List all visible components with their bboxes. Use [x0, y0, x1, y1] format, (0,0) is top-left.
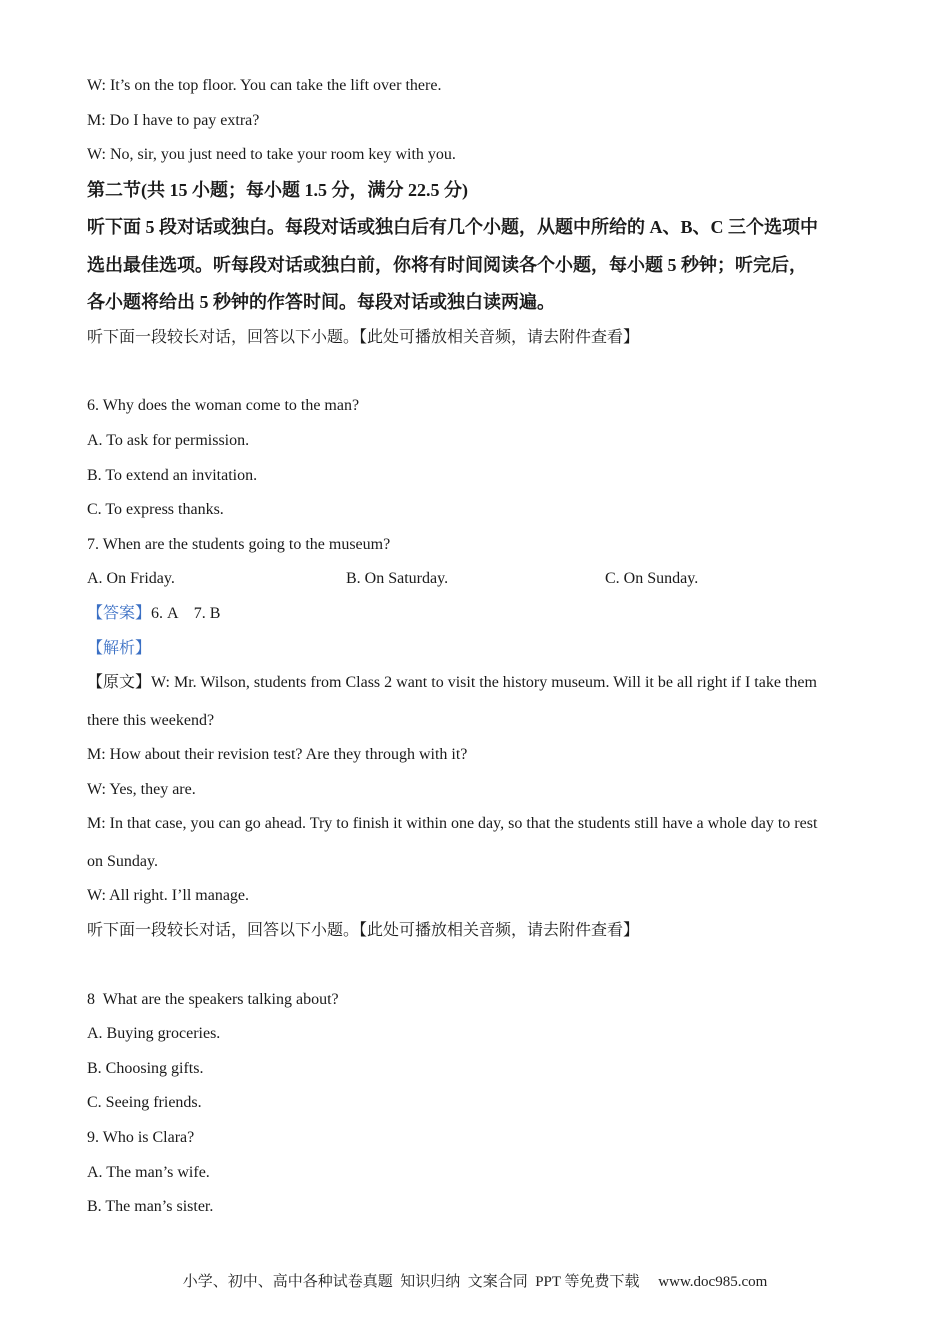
- instruction-line: 各小题将给出 5 秒钟的作答时间。每段对话或独白读两遍。: [87, 292, 555, 312]
- option-8a: A. Buying groceries.: [87, 1025, 221, 1042]
- option-6c: C. To express thanks.: [87, 501, 224, 518]
- answer-tag: 【答案】: [87, 605, 152, 622]
- page-footer: 小学、初中、高中各种试卷真题 知识归纳 文案合同 PPT 等免费下载 www.doc985.com: [182, 1274, 768, 1290]
- section-title: 第二节(共 15 小题；每小题 1.5 分，满分 22.5 分): [87, 180, 468, 200]
- question-9: 9. Who is Clara?: [87, 1129, 195, 1146]
- audio-note: 听下面一段较长对话，回答以下小题。【此处可播放相关音频，请去附件查看】: [87, 329, 640, 346]
- answer-line: [87, 604, 220, 624]
- analysis-tag: 【解析】: [87, 640, 152, 657]
- question-7: 7. When are the students going to the museum?: [87, 536, 391, 553]
- option-7a: A. On Friday.: [87, 570, 175, 587]
- transcript-line: M: In that case, you can go ahead. Try to finish it within one day, so that the students still have a whole day to rest: [87, 815, 818, 832]
- question-8: 8 What are the speakers talking about?: [87, 991, 339, 1008]
- instruction-line: 选出最佳选项。听每段对话或独白前，你将有时间阅读各个小题，每小题 5 秒钟；听完后，: [87, 255, 807, 275]
- question-6: 6. Why does the woman come to the man?: [87, 397, 360, 414]
- option-6b: B. To extend an invitation.: [87, 467, 258, 484]
- transcript-line: W: It’s on the top floor. You can take the lift over there.: [87, 77, 442, 94]
- transcript-line: on Sunday.: [87, 853, 158, 870]
- transcript-line: M: Do I have to pay extra?: [87, 112, 260, 129]
- transcript-line: W: All right. I’ll manage.: [87, 887, 250, 904]
- instruction-line: 听下面 5 段对话或独白。每段对话或独白后有几个小题，从题中所给的 A、B、C 三个选项中: [87, 217, 818, 237]
- answer-text: 6. A 7. B: [151, 605, 221, 622]
- option-8b: B. Choosing gifts.: [87, 1060, 204, 1077]
- audio-note: 听下面一段较长对话，回答以下小题。【此处可播放相关音频，请去附件查看】: [87, 922, 640, 939]
- transcript-line: M: How about their revision test? Are they through with it?: [87, 746, 468, 763]
- transcript-line: W: No, sir, you just need to take your room key with you.: [87, 146, 456, 163]
- transcript-text: W: Mr. Wilson, students from Class 2 want to visit the history museum. Will it be all right if I take them: [151, 674, 817, 691]
- option-9a: A. The man’s wife.: [87, 1164, 210, 1181]
- option-6a: A. To ask for permission.: [87, 432, 250, 449]
- transcript-line: there this weekend?: [87, 712, 215, 729]
- option-8c: C. Seeing friends.: [87, 1094, 202, 1111]
- option-7c: C. On Sunday.: [605, 570, 699, 587]
- transcript-line: [87, 673, 817, 693]
- transcript-line: W: Yes, they are.: [87, 781, 196, 798]
- option-7b: B. On Saturday.: [346, 570, 449, 587]
- option-9b: B. The man’s sister.: [87, 1198, 214, 1215]
- original-tag: 【原文】: [87, 674, 152, 691]
